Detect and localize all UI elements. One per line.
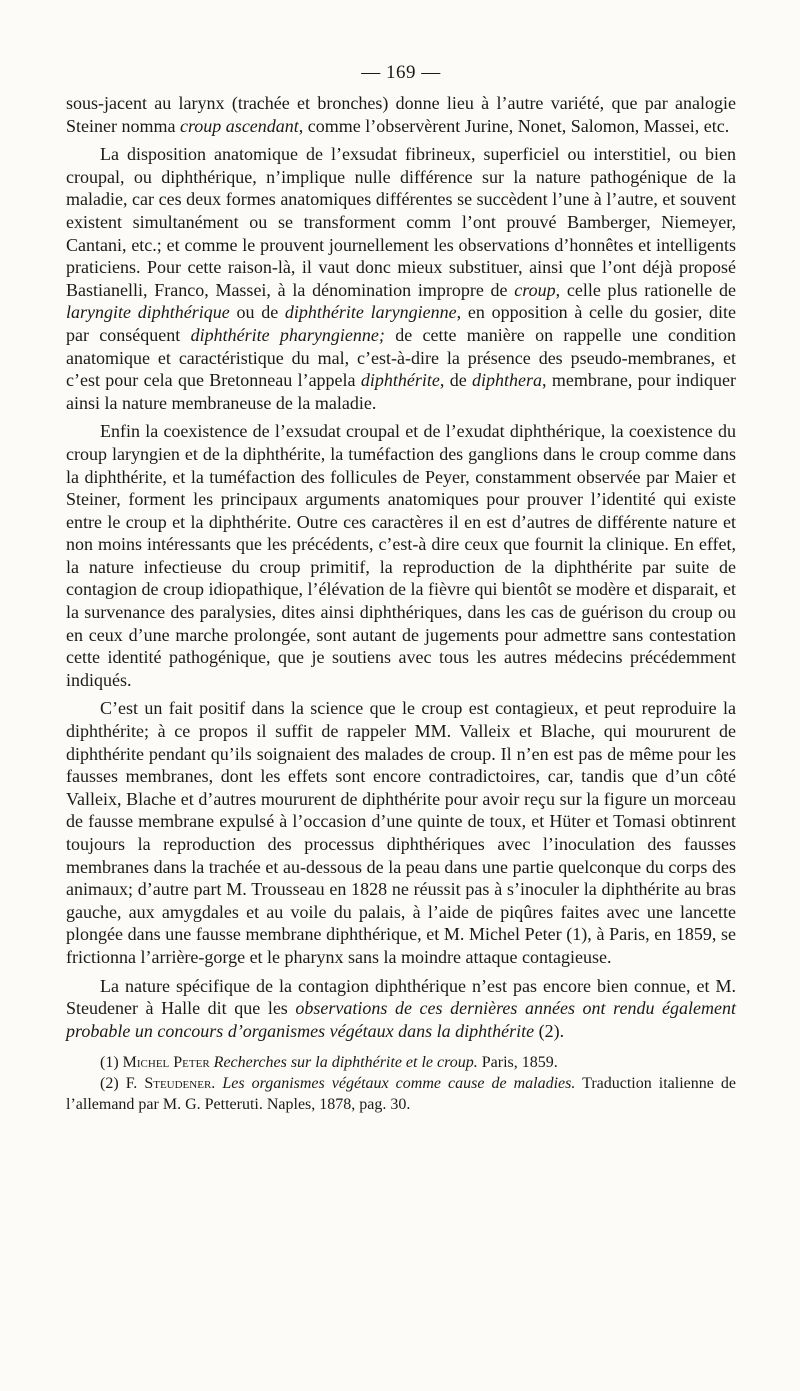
paragraph: C’est un fait positif dans la science que le croup est contagieux, et peut reproduire la diphthérite; à ce propos il suffit de rappeler MM. Valleix et Blache, qui moururent de diphthérite pendant qu’ils soignaient des malades de croup. Il n’en est pas de même pour les fausses membranes, dont les effets sont encore contradictoires, car, tandis que d’un côté Valleix, Blache et d’autres moururent de diphthérite pour avoir reçu sur la figure un morceau de fausse membrane expulsé à l’occasion d’une quinte de toux, et Hüter et Tomasi obtinrent toujours la reproduction des processus diphthériques avec l’inoculation des fausses membranes dans la trachée et au-dessous de la peau dans une partie quelconque du corps des animaux; d’autre part M. Trousseau en 1828 ne réussit pas à s’inoculer la diphthérite au bras gauche, aux amygdales et au voile du palais, à l’aide de piqûres faites avec une lancette plongée dans une fausse membrane diphthérique, et M. Michel Peter (1), à Paris, en 1859, se frictionna l’arrière-gorge et le pharynx sans la moindre attaque contagieuse. (66, 698, 736, 967)
text: de cette manière on rappelle une condition anatomique et caractéristique du mal, c’est-à-dire la présence des pseudo-membranes, et c’est pour cela que Bretonneau l’appela (66, 324, 736, 391)
italic-text: laryngite diphthérique (66, 302, 230, 323)
text: ou de (229, 302, 285, 323)
italic-text: diphthérite pharyngienne; (190, 324, 385, 345)
page-number: — 169 — (361, 62, 441, 83)
italic-text: diphthérite laryngienne (284, 302, 457, 323)
footnotes (66, 1052, 736, 1115)
italic-text: diphthérite (360, 370, 440, 391)
text: sous-jacent au larynx (trachée et bronches) donne lieu à l’autre variété, que par analogie Steiner nomma (66, 93, 736, 136)
paragraph (66, 143, 736, 414)
footnote (66, 1073, 736, 1115)
footnote-title: Les organismes végétaux comme cause de maladies. (222, 1075, 576, 1093)
text: , membrane, pour indiquer ainsi la nature membraneuse de la maladie. (66, 370, 736, 413)
text: , de (439, 370, 473, 391)
footnote-rest: Paris, 1859. (477, 1054, 558, 1072)
text: La nature spécifique de la contagion diphthérique n’est pas encore bien connue, et M. Steudener à Halle dit que les (66, 975, 736, 1019)
text: , celle plus rationelle de (555, 279, 736, 300)
footnote-author: Michel Peter (122, 1054, 210, 1072)
footnote-rest: Traduction italienne de l’allemand par M. G. Petteruti. Naples, 1878, pag. 30. (66, 1075, 736, 1114)
footnote (66, 1052, 736, 1073)
text: , en opposition à celle du gosier, dite par conséquent (66, 302, 736, 345)
paragraph: Enfin la coexistence de l’exsudat croupal et de l’exudat diphthérique, la coexistence du croup laryngien et de la diphthérite, la tuméfaction des ganglions dans le croup comme dans la diphthérite, et la tuméfaction des follicules de Peyer, constamment observée par Maier et Steiner, forment les principaux arguments anatomiques pour prouver l’identité qui existe entre le croup et la diphthérite. Outre ces caractères il en est d’autres de différente nature et non moins intéressants que les précédents, c’est-à dire ceux que fournit la clinique. En effet, la nature infectieuse du croup primitif, la reproduction de la diphthérite par suite de contagion de croup idiopathique, l’élévation de la fièvre qui bientôt se modère et disparait, et la survenance des paralysies, dites ainsi diphthériques, dans les cas de guérison du croup ou en ceux d’une marche prolongée, sont autant de jugements pour admettre sans contestation cette identité pathogénique, que je soutiens avec tous les autres médecins précédemment indiqués. (66, 421, 736, 690)
footnote-marker: (1) (100, 1054, 119, 1072)
text: La disposition anatomique de l’exsudat fibrineux, superficiel ou interstitiel, ou bien croupal, ou diphthérique, n’implique nulle différence sur la nature pathogénique de la maladie, car ces deux formes anatomiques différentes se succèdent l’une à l’autre, et souvent existent simultanément ou se transforment comm l’ont prouvé Bamberger, Niemeyer, Cantani, etc.; et comme le prouvent journellement les observations d’honnêtes et intelligents praticiens. Pour cette raison-là, il vaut donc mieux substituer, ainsi que l’ont déjà proposé Bastianelli, Franco, Massei, à la dénomination impropre de (66, 144, 736, 300)
italic-text: croup ascendant (179, 115, 299, 136)
page (66, 62, 736, 1115)
footnote-title: Recherches sur la diphthérite et le croup. (213, 1054, 478, 1072)
footnote-marker: (2) (100, 1075, 119, 1093)
italic-text: observations de ces dernières années ont rendu également probable un concours d’organismes végétaux dans la diphthérite (66, 998, 736, 1041)
paragraph (66, 92, 736, 137)
text: (2). (534, 1020, 565, 1041)
footnote-author: F. Steudener. (125, 1075, 216, 1093)
text: , comme l’observèrent Jurine, Nonet, Salomon, Massei, etc. (298, 115, 730, 136)
paragraph (66, 975, 736, 1043)
italic-text: diphthera (472, 370, 543, 391)
italic-text: croup (514, 279, 556, 300)
